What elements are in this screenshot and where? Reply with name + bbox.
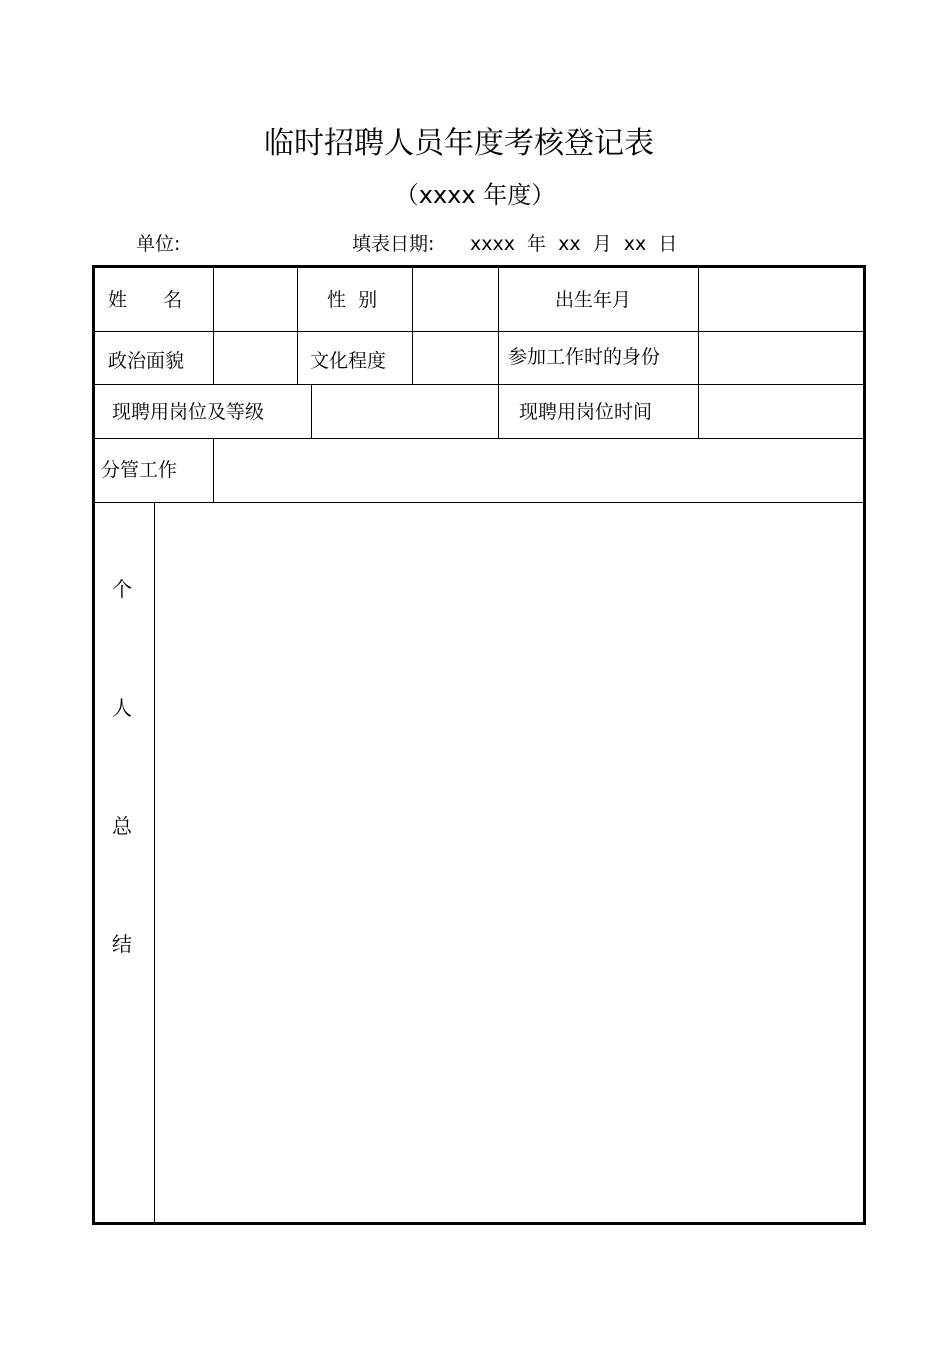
col-divider	[698, 268, 699, 438]
row-divider	[95, 438, 863, 439]
duty-label: 分管工作	[101, 459, 178, 481]
col-divider	[412, 268, 413, 384]
col-divider	[213, 268, 214, 384]
page-title: 临时招聘人员年度考核登记表	[264, 126, 654, 161]
summary-char: 个	[112, 577, 132, 601]
date-value: xxxx 年 xx 月 xx 日	[470, 233, 678, 255]
row-divider	[95, 331, 863, 332]
name-label: 姓 名	[108, 289, 183, 311]
assessment-form-table	[92, 265, 866, 1225]
page-subtitle: （xxxx 年度）	[394, 181, 556, 209]
summary-char: 结	[112, 932, 132, 956]
row-divider	[95, 502, 863, 503]
political-status-label: 政治面貌	[108, 350, 185, 372]
education-label: 文化程度	[310, 350, 387, 372]
gender-label: 性 别	[327, 289, 378, 311]
position-level-label: 现聘用岗位及等级	[112, 401, 265, 423]
work-identity-label: 参加工作时的身份	[508, 346, 661, 368]
birth-date-label: 出生年月	[555, 289, 632, 311]
col-divider	[311, 384, 312, 438]
col-divider	[213, 438, 214, 502]
col-divider	[498, 268, 499, 438]
summary-char: 人	[112, 696, 132, 720]
position-time-label: 现聘用岗位时间	[519, 401, 653, 423]
col-divider	[297, 268, 298, 384]
row-divider	[95, 384, 863, 385]
summary-char: 总	[112, 814, 132, 838]
date-label: 填表日期:	[352, 233, 435, 255]
unit-label: 单位:	[136, 233, 181, 255]
col-divider	[154, 502, 155, 1222]
